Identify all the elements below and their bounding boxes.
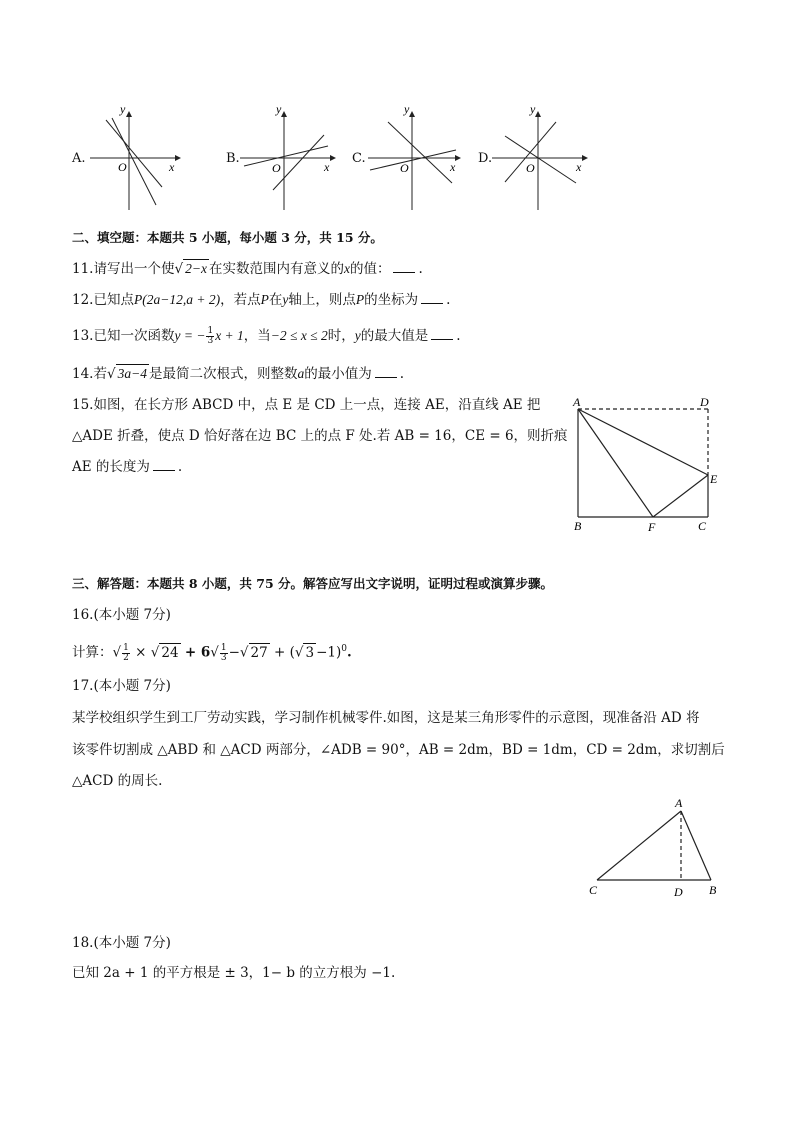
graph-b xyxy=(240,112,335,210)
graph-a-y: y xyxy=(120,102,126,116)
question-15-line3: AE 的长度为 . xyxy=(72,459,183,475)
label-a: A xyxy=(573,395,581,409)
question-13: 13.已知一次函数y = − $\frac{1}{3}$ x + 1，当−2 ≤ x ≤ 2时，y的最大值是 . xyxy=(72,326,461,346)
option-b-label: B. xyxy=(226,151,240,166)
graph-b-y: y xyxy=(276,102,282,116)
label-b: B xyxy=(709,883,717,897)
label-c: C xyxy=(698,519,707,533)
question-17-line1: 某学校组织学生到工厂劳动实践，学习制作机械零件.如图，这是某三角形零件的示意图，现准备沿 AD 将 xyxy=(72,710,700,726)
graph-c-origin: O xyxy=(400,161,409,175)
graph-d xyxy=(492,112,587,210)
graph-a-x: x xyxy=(169,160,175,174)
section-2-heading: 二、填空题：本题共 5 小题，每小题 3 分，共 15 分。 xyxy=(72,230,383,245)
question-16-body: 计算：√ $\frac{1}{2}$ × √ 24 + 6√ $\frac{1}{3}$ −√ 27 + (√ 3 −1)$^0$. xyxy=(72,642,352,663)
question-17-line2: 该零件切割成 △ABD 和 △ACD 两部分，∠ADB = 90°，AB = 2dm，BD = 1dm，CD = 2dm，求切割后 xyxy=(72,742,725,758)
answer-blank xyxy=(393,260,415,273)
answer-blank xyxy=(421,291,443,304)
answer-blank xyxy=(375,365,397,378)
question-11: 11.请写出一个使√ 2−x 在实数范围内有意义的x的值： . xyxy=(72,261,423,277)
option-graphs xyxy=(0,0,794,215)
graph-c xyxy=(368,112,460,210)
option-c-label: C. xyxy=(352,151,366,166)
label-c: C xyxy=(589,883,598,897)
question-14: 14.若√ 3a−4 是最简二次根式，则整数a的最小值为 . xyxy=(72,366,405,382)
label-d: D xyxy=(674,885,683,899)
graph-c-y: y xyxy=(404,102,410,116)
label-b: B xyxy=(574,519,582,533)
question-18-body: 已知 2a + 1 的平方根是 ± 3，1− b 的立方根为 −1. xyxy=(72,965,396,981)
question-15-line2: △ADE 折叠，使点 D 恰好落在边 BC 上的点 F 处.若 AB = 16，CE = 6，则折痕 xyxy=(72,428,568,444)
option-a-label: A. xyxy=(72,151,86,166)
figure-q17-triangle xyxy=(582,792,727,904)
question-12: 12.已知点P(2a−12,a + 2)，若点P在y轴上，则点P的坐标为 . xyxy=(72,292,451,308)
label-e: E xyxy=(710,472,718,486)
graph-c-x: x xyxy=(450,160,456,174)
label-a: A xyxy=(675,796,683,810)
graph-d-origin: O xyxy=(526,161,535,175)
answer-blank xyxy=(153,458,175,471)
graph-b-origin: O xyxy=(272,161,281,175)
question-18-title: 18.(本小题 7分) xyxy=(72,935,171,951)
question-16-title: 16.(本小题 7分) xyxy=(72,607,171,623)
section-3-heading: 三、解答题：本题共 8 小题，共 75 分。解答应写出文字说明，证明过程或演算步骤。 xyxy=(72,576,554,591)
graph-d-x: x xyxy=(576,160,582,174)
graph-a xyxy=(90,112,180,210)
question-17-title: 17.(本小题 7分) xyxy=(72,678,171,694)
graph-a-origin: O xyxy=(118,160,127,174)
question-15-line1: 15.如图，在长方形 ABCD 中，点 E 是 CD 上一点，连接 AE，沿直线 AE 把 xyxy=(72,397,541,413)
question-17-line3: △ACD 的周长. xyxy=(72,773,163,789)
graph-d-y: y xyxy=(530,102,536,116)
option-d-label: D. xyxy=(478,151,493,166)
graph-b-x: x xyxy=(324,160,330,174)
answer-blank xyxy=(431,327,453,340)
figure-q15-rectangle xyxy=(566,392,726,542)
label-d: D xyxy=(700,395,709,409)
label-f: F xyxy=(648,520,656,534)
